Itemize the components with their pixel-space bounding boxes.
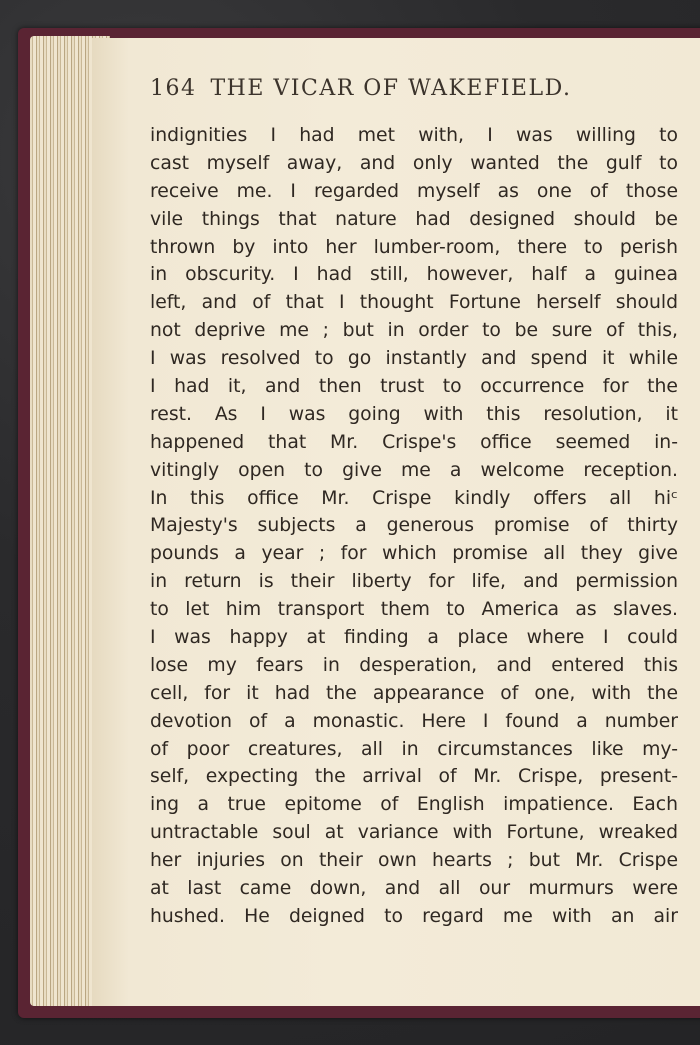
- text-line: receive me. I regarded myself as one of those: [150, 180, 678, 202]
- text-line: vitingly open to give me a welcome reception.: [150, 459, 678, 481]
- text-line: pounds a year ; for which promise all they give: [150, 543, 678, 565]
- body-text: [150, 122, 678, 931]
- text-line: in obscurity. I had still, however, half a guinea: [150, 264, 678, 286]
- text-line: cell, for it had the appearance of one, with the: [150, 682, 678, 704]
- text-line: ing a true epitome of English impatience. Each: [150, 794, 678, 816]
- text-line: hushed. He deigned to regard me with an air: [150, 905, 678, 927]
- text-line: vile things that nature had designed should be: [150, 208, 678, 230]
- text-line: lose my fears in desperation, and entered this: [150, 654, 678, 676]
- text-line: her injuries on their own hearts ; but Mr. Crispe: [150, 850, 678, 872]
- text-line: to let him transport them to America as slaves.: [150, 599, 678, 621]
- text-line: Majesty's subjects a generous promise of thirty: [150, 515, 678, 537]
- text-line: of poor creatures, all in circumstances like my-: [150, 738, 678, 760]
- text-line: untractable soul at variance with Fortune, wreaked: [150, 822, 678, 844]
- text-line: I was happy at finding a place where I could: [150, 627, 678, 649]
- text-line: indignities I had met with, I was willing to: [150, 125, 678, 146]
- text-line: In this office Mr. Crispe kindly offers all hiᶜ: [150, 487, 678, 509]
- text-line: at last came down, and all our murmurs were: [150, 878, 678, 900]
- text-line: rest. As I was going with this resolution, it: [150, 403, 678, 425]
- running-header: [150, 76, 690, 101]
- text-line: happened that Mr. Crispe's office seemed in-: [150, 431, 678, 453]
- page-number: 164: [150, 76, 197, 101]
- text-line: self, expecting the arrival of Mr. Crispe, present-: [150, 766, 678, 788]
- text-line: devotion of a monastic. Here I found a number: [150, 710, 678, 732]
- text-line: cast myself away, and only wanted the gulf to: [150, 152, 678, 174]
- text-line: thrown by into her lumber-room, there to perish: [150, 236, 678, 258]
- running-head-title: THE VICAR OF WAKEFIELD.: [210, 76, 572, 101]
- text-line: left, and of that I thought Fortune herself should: [150, 292, 678, 314]
- text-line: I had it, and then trust to occurrence for the: [150, 376, 678, 398]
- text-line: I was resolved to go instantly and spend it while: [150, 348, 678, 370]
- text-line: in return is their liberty for life, and permission: [150, 571, 678, 593]
- text-line: not deprive me ; but in order to be sure of this,: [150, 320, 678, 342]
